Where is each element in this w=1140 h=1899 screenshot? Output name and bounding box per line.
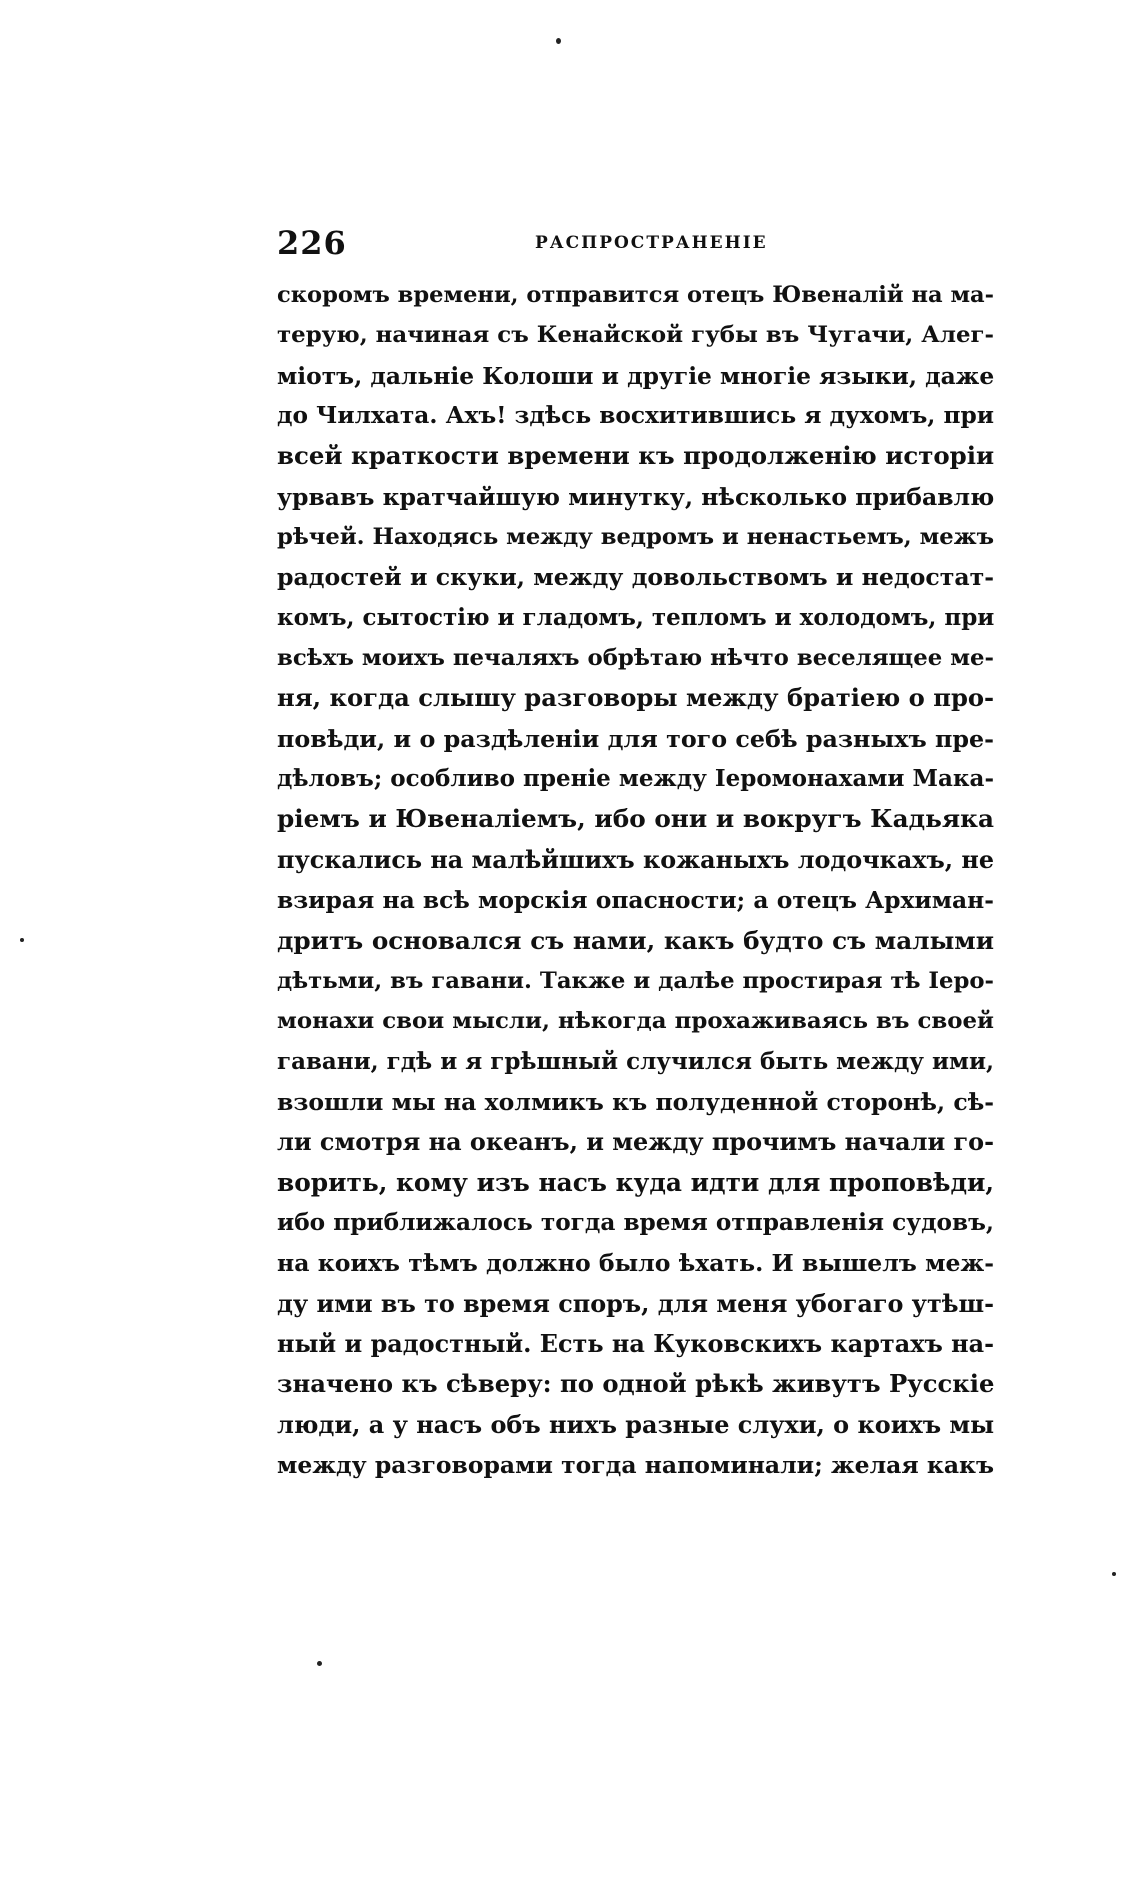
running-head — [277, 224, 990, 264]
text-line: всей краткости времени къ продолженію исторіи — [277, 441, 995, 471]
text-line: на коихъ тѣмъ должно было ѣхать. И вышелъ меж- — [277, 1249, 994, 1278]
scan-speck — [317, 1661, 322, 1666]
scan-speck — [1112, 1572, 1116, 1576]
running-title: РАСПРОСТРАНЕНІЕ — [535, 233, 768, 253]
text-line: ворить, кому изъ насъ куда идти для проповѣди, — [277, 1167, 994, 1197]
text-line: гавани, гдѣ и я грѣшный случился быть между ими, — [277, 1047, 994, 1075]
text-line: монахи свои мысли, нѣкогда прохаживаясь въ своей — [277, 1008, 994, 1035]
page-number: 226 — [277, 224, 347, 262]
body-text — [277, 275, 994, 1485]
text-line: взошли мы на холмикъ къ полуденной сторонѣ, сѣ- — [277, 1087, 994, 1116]
text-line: скоромъ времени, отправится отецъ Ювеналій на ма- — [277, 282, 995, 308]
text-line: міотъ, дальніе Колоши и другіе многіе языки, даже — [277, 361, 995, 390]
text-line: до Чилхата. Ахъ! здѣсь восхитившись я духомъ, при — [277, 402, 994, 430]
text-line: взирая на всѣ морскія опасности; а отецъ Архиман- — [277, 886, 994, 915]
text-line: пускались на малѣйшихъ кожаныхъ лодочкахъ, не — [277, 845, 994, 874]
text-line: дритъ основался съ нами, какъ будто съ малыми — [277, 925, 994, 955]
text-line: ріемъ и Ювеналіемъ, ибо они и вокругъ Кадьяка — [277, 804, 994, 834]
scan-speck — [20, 938, 24, 942]
scan-speck — [556, 38, 561, 44]
text-line: ибо приближалось тогда время отправленія судовъ, — [277, 1208, 994, 1236]
text-line: комъ, сытостію и гладомъ, тепломъ и холодомъ, при — [277, 603, 995, 631]
text-line: всѣхъ моихъ печаляхъ обрѣтаю нѣчто веселящее ме- — [277, 645, 994, 672]
text-line: радостей и скуки, между довольствомъ и недостат- — [277, 563, 994, 592]
text-line: ли смотря на океанъ, и между прочимъ начали го- — [277, 1128, 994, 1157]
text-line: терую, начиная съ Кенайской губы въ Чугачи, Алег- — [277, 322, 994, 349]
text-line: урвавъ кратчайшую минутку, нѣсколько прибавлю — [277, 482, 995, 511]
text-line: дѣтьми, въ гавани. Также и далѣе простирая тѣ Іеро- — [277, 967, 994, 994]
text-line: люди, а у насъ объ нихъ разные слухи, о коихъ мы — [277, 1410, 995, 1439]
text-line: значено къ сѣверу: по одной рѣкѣ живутъ Русскіе — [277, 1369, 995, 1399]
text-line: ду ими въ то время споръ, для меня убогаго утѣш- — [277, 1289, 995, 1318]
text-line: между разговорами тогда напоминали; желая какъ — [277, 1450, 994, 1479]
text-line: рѣчей. Находясь между ведромъ и ненастьемъ, межъ — [277, 524, 994, 551]
text-line: ня, когда слышу разговоры между братіею о про- — [277, 683, 995, 713]
text-line: повѣди, и о раздѣленіи для того себѣ разныхъ пре- — [277, 724, 994, 753]
text-line: дѣловъ; особливо преніе между Іеромонахами Мака- — [277, 765, 994, 793]
text-line: ный и радостный. Есть на Куковскихъ картахъ на- — [277, 1329, 994, 1358]
